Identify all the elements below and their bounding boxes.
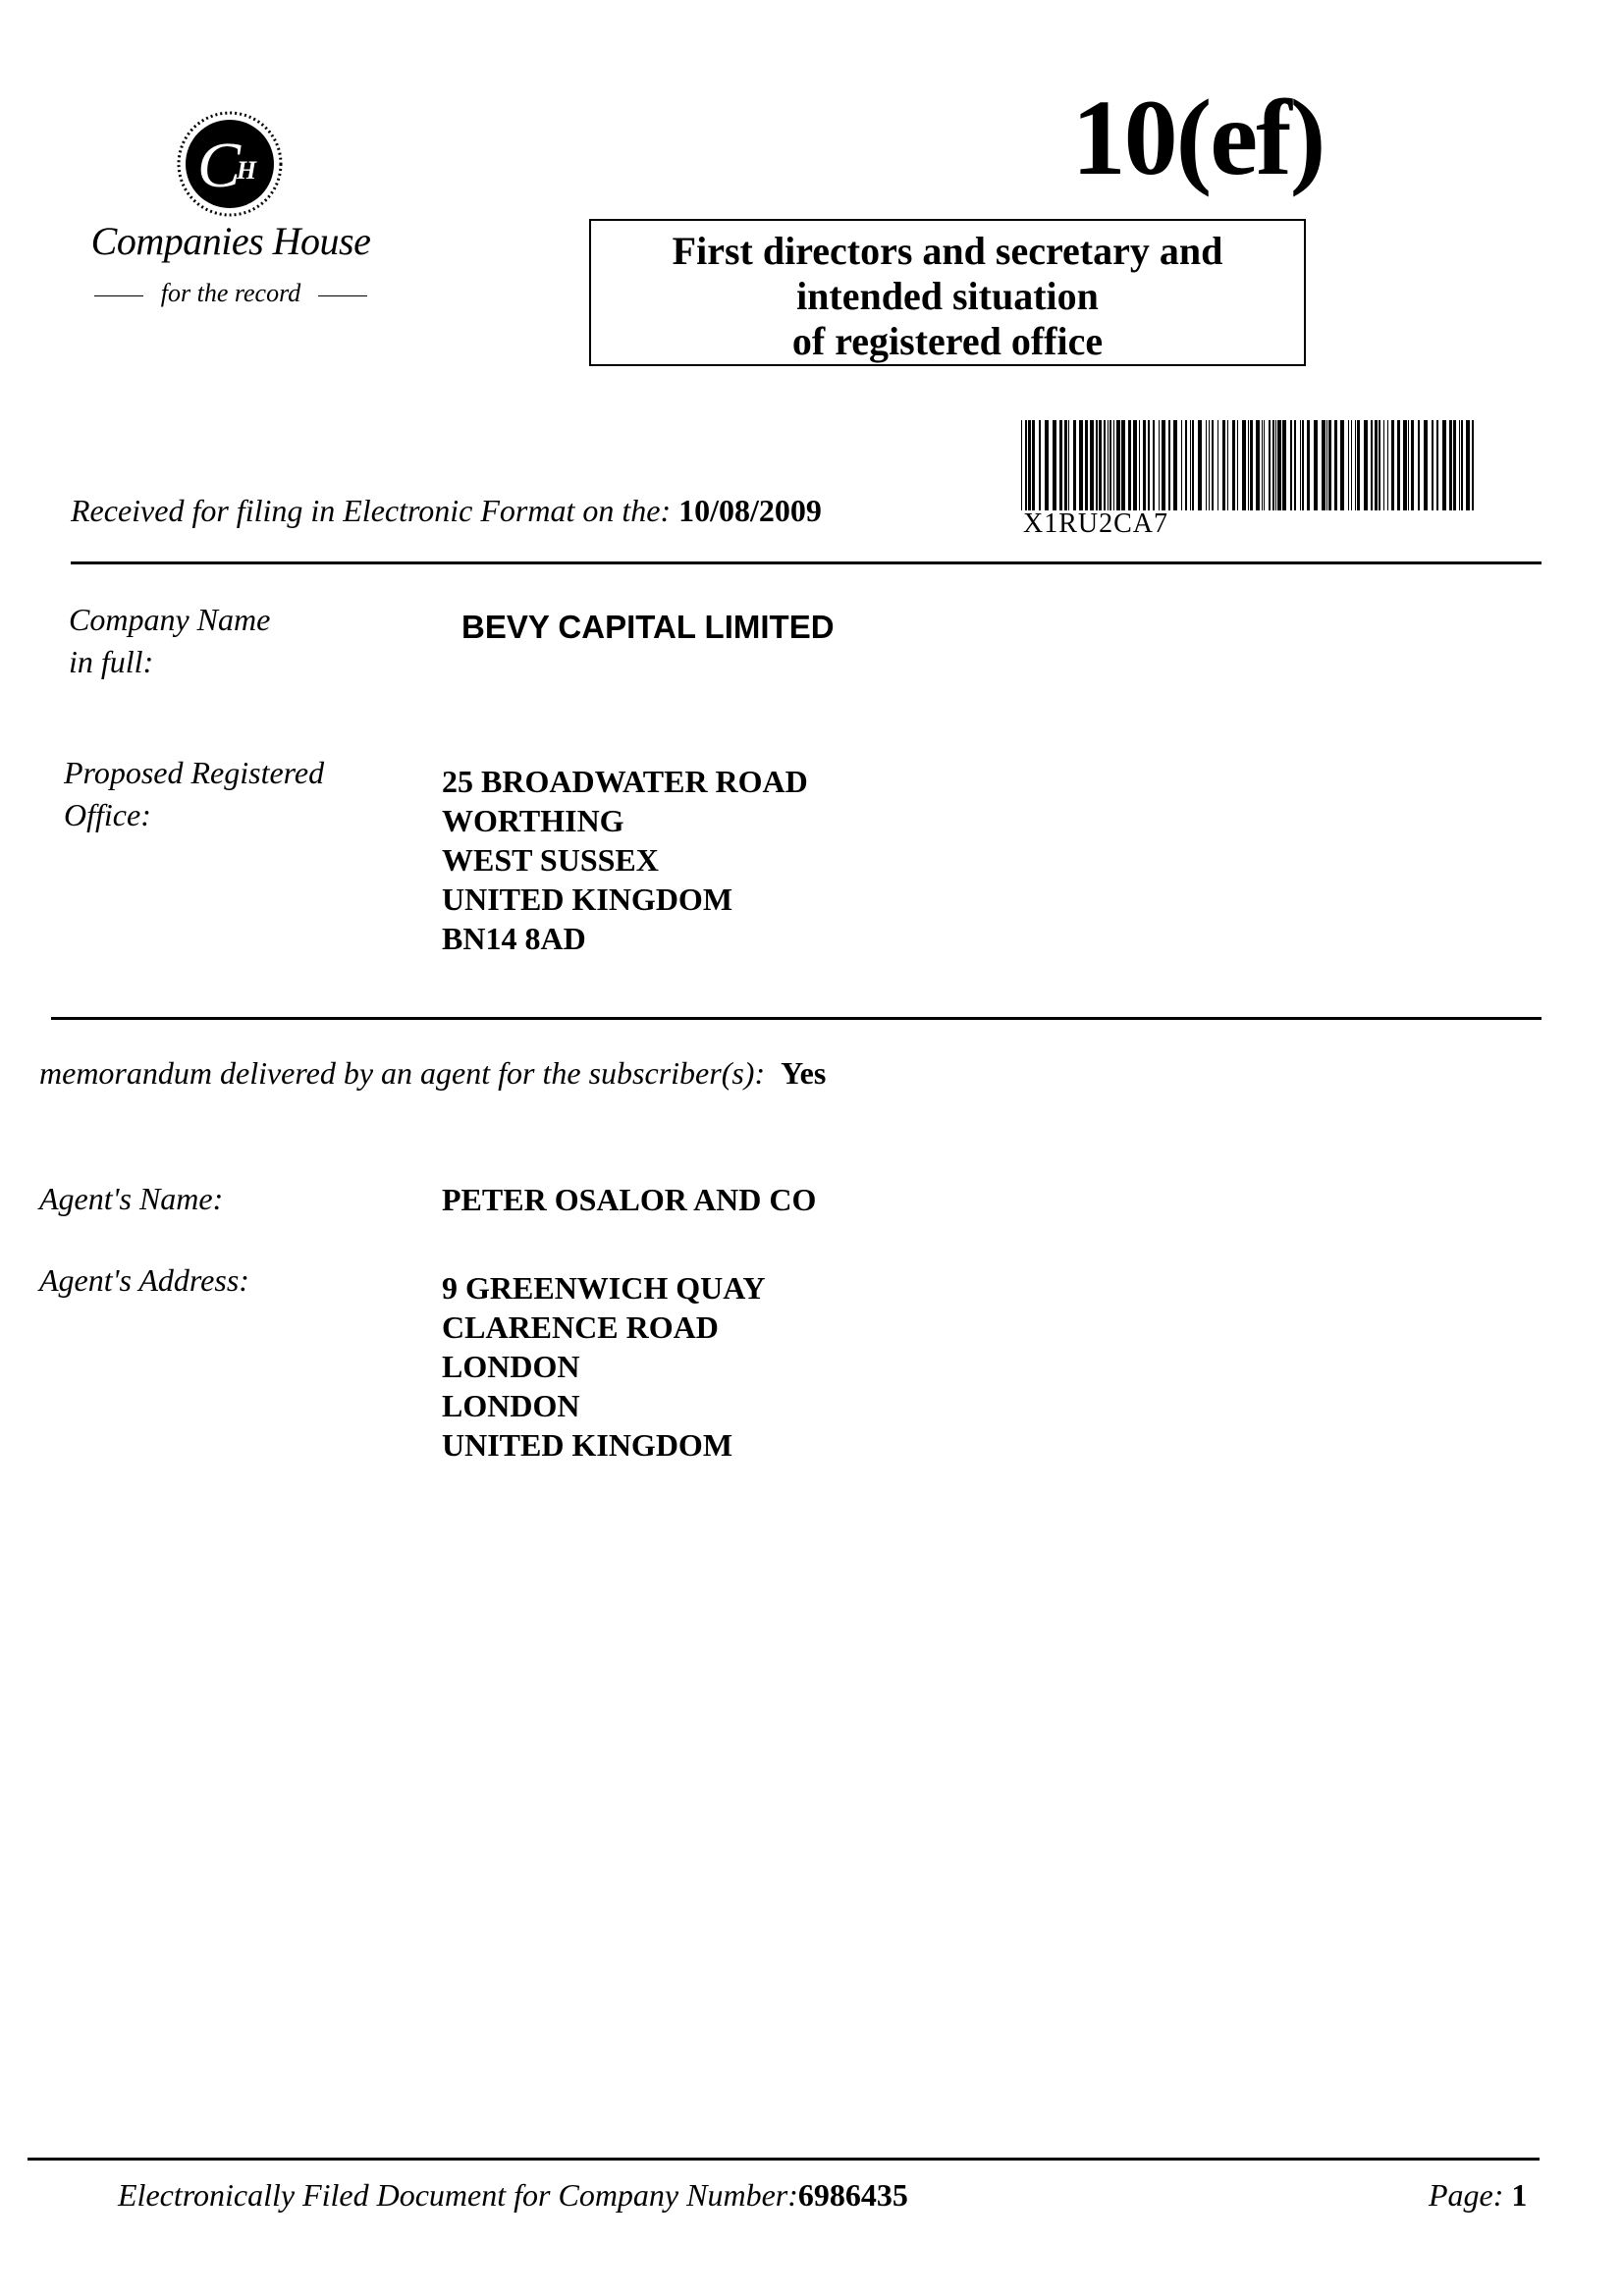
company-number: 6986435 — [797, 2177, 908, 2213]
svg-text:H: H — [236, 156, 257, 185]
company-name-label-line: in full: — [69, 644, 154, 679]
memorandum-label: memorandum delivered by an agent for the subscriber(s): — [39, 1055, 766, 1091]
companies-house-logo-icon — [162, 110, 298, 218]
footer-page — [1429, 2177, 1527, 2214]
received-date: 10/08/2009 — [678, 493, 822, 528]
address-line: BN14 8AD — [442, 921, 586, 956]
form-title — [591, 229, 1304, 364]
agent-address — [442, 1268, 766, 1465]
company-name-label-line: Company Name — [69, 602, 271, 637]
logo-tagline — [69, 279, 393, 308]
form-number: 10(ef) — [1071, 78, 1325, 197]
footer-divider — [27, 2158, 1540, 2161]
memorandum-line — [39, 1055, 826, 1092]
received-line — [71, 493, 822, 529]
registered-office-label — [64, 752, 324, 836]
address-line: LONDON — [442, 1388, 580, 1423]
agent-address-label: Agent's Address: — [39, 1262, 249, 1298]
address-line: UNITED KINGDOM — [442, 881, 733, 917]
address-line: 9 GREENWICH QUAY — [442, 1270, 766, 1306]
page-label: Page: — [1429, 2177, 1504, 2213]
barcode-id: X1RU2CA7 — [1023, 508, 1169, 539]
footer-company-number — [118, 2177, 908, 2214]
divider — [51, 1017, 1542, 1020]
company-name-label — [69, 599, 270, 683]
form-title-line: First directors and secretary and — [672, 229, 1223, 273]
agent-name-label: Agent's Name: — [39, 1181, 224, 1216]
tagline-dash-right — [318, 295, 367, 296]
registered-office-label-line: Proposed Registered — [64, 755, 325, 790]
tagline-text: for the record — [160, 279, 301, 307]
address-line: CLARENCE ROAD — [442, 1309, 719, 1345]
memorandum-value: Yes — [781, 1055, 827, 1091]
agent-name-value: PETER OSALOR AND CO — [442, 1182, 817, 1217]
received-label: Received for filing in Electronic Format on the: — [71, 493, 672, 528]
barcode-icon — [1021, 420, 1478, 510]
form-title-box — [589, 219, 1306, 366]
form-title-line: of registered office — [791, 319, 1104, 363]
address-line: 25 BROADWATER ROAD — [442, 764, 808, 799]
footer-label: Electronically Filed Document for Company Number: — [118, 2177, 798, 2213]
logo-name: Companies House — [90, 219, 371, 263]
svg-text:C: C — [196, 130, 242, 201]
address-line: LONDON — [442, 1349, 580, 1384]
tagline-dash-left — [94, 295, 143, 296]
form-title-line: intended situation — [796, 274, 1099, 318]
company-name-value: BEVY CAPITAL LIMITED — [461, 609, 835, 645]
registered-office-address — [442, 762, 808, 958]
address-line: UNITED KINGDOM — [442, 1427, 733, 1463]
address-line: WEST SUSSEX — [442, 842, 659, 878]
divider — [71, 561, 1542, 564]
address-line: WORTHING — [442, 803, 624, 838]
registered-office-label-line: Office: — [64, 797, 151, 832]
page-number: 1 — [1511, 2177, 1528, 2213]
